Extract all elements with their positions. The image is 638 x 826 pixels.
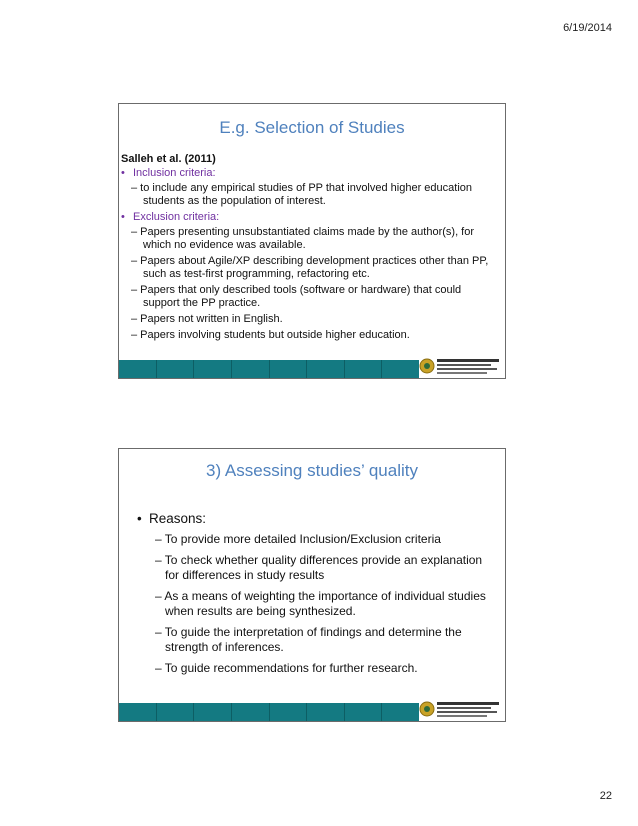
university-logo-icon xyxy=(419,698,503,720)
reasons-bullet xyxy=(137,511,497,526)
author-citation: Salleh et al. (2011) xyxy=(121,153,216,165)
page-date: 6/19/2014 xyxy=(563,22,612,34)
reason-item: – To provide more detailed Inclusion/Exclusion criteria xyxy=(155,532,441,546)
inclusion-bullet xyxy=(121,167,497,180)
slide-title: E.g. Selection of Studies xyxy=(219,118,405,137)
slide-body xyxy=(121,153,497,345)
inclusion-label: Inclusion criteria: xyxy=(133,167,216,179)
slide-footer-bar xyxy=(119,703,419,721)
exclusion-item: – Papers that only described tools (software or hardware) that could support the PP practice. xyxy=(131,284,462,309)
reason-item: – As a means of weighting the importance of individual studies when results are being synthesized. xyxy=(155,589,486,618)
exclusion-item: – Papers about Agile/XP describing development practices other than PP, such as test-first programming, refactoring etc. xyxy=(131,255,489,280)
exclusion-item: – Papers involving students but outside higher education. xyxy=(131,329,410,341)
bullet-dot: • xyxy=(121,167,125,179)
slide-title: 3) Assessing studies’ quality xyxy=(206,461,418,480)
slide-assessing-quality xyxy=(118,448,506,722)
slide-selection-of-studies xyxy=(118,103,506,379)
inclusion-item: – to include any empirical studies of PP that involved higher education students as the population of interest. xyxy=(131,182,473,207)
page-number: 22 xyxy=(599,790,612,802)
university-logo-icon xyxy=(419,355,503,377)
reason-item: – To guide recommendations for further research. xyxy=(155,661,418,675)
reason-item: – To check whether quality differences provide an explanation for differences in study results xyxy=(155,553,483,582)
exclusion-label: Exclusion criteria: xyxy=(133,211,220,223)
bullet-dot: • xyxy=(137,511,142,526)
exclusion-bullet xyxy=(121,211,497,224)
reason-item: – To guide the interpretation of findings and determine the strength of inferences. xyxy=(155,625,462,654)
exclusion-item: – Papers not written in English. xyxy=(131,313,283,325)
bullet-dot: • xyxy=(121,211,125,223)
reasons-label: Reasons: xyxy=(149,511,207,526)
exclusion-item: – Papers presenting unsubstantiated claims made by the author(s), for which no evidence was available. xyxy=(131,226,475,251)
slide-footer-bar xyxy=(119,360,419,378)
slide-body xyxy=(137,511,497,682)
